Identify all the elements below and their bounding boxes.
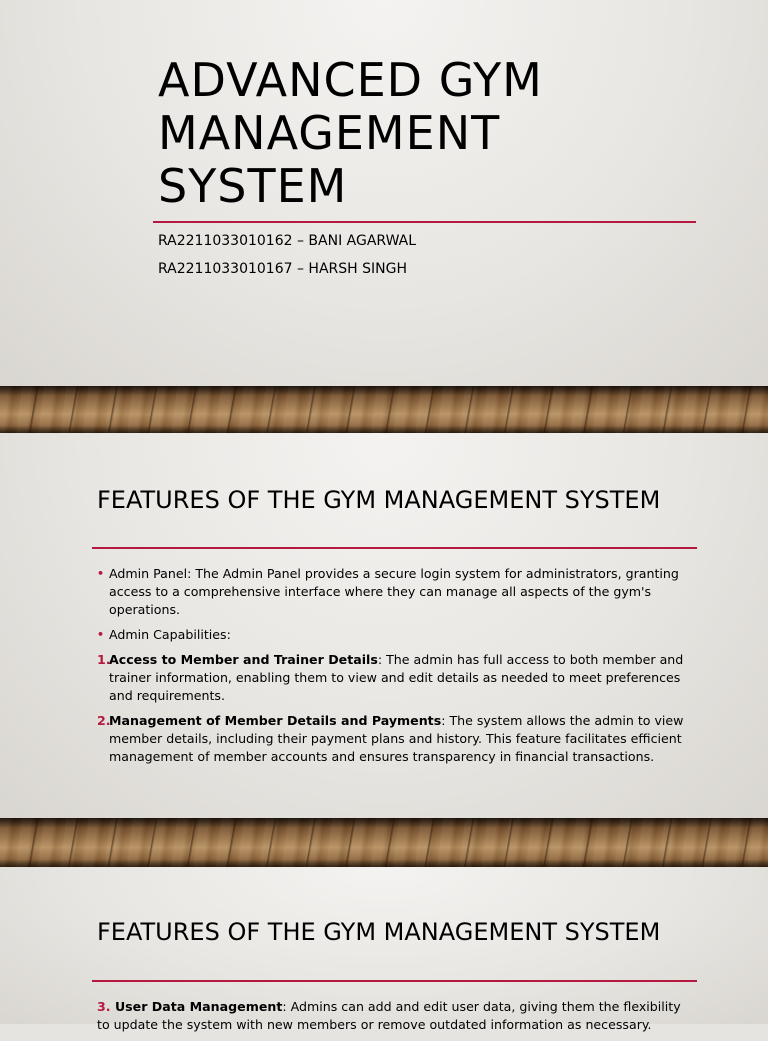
list-item (97, 565, 692, 619)
list-item (97, 651, 692, 705)
item-number: 1. (97, 652, 111, 667)
bullet-text: Admin Capabilities: (109, 627, 231, 642)
presentation-title: ADVANCED GYM MANAGEMENT SYSTEM (158, 53, 543, 213)
item-text: : The admin has full access to both member and trainer information, enabling them to view and edit details as needed to meet preferences and requirements. (109, 652, 684, 703)
wood-floor-divider (0, 818, 768, 867)
bullet-text: Admin Panel: The Admin Panel provides a secure login system for administrators, granting access to a comprehensive interface where they can manage all aspects of the gym's operations. (109, 566, 679, 617)
feature-list (97, 998, 692, 1041)
slide-title: FEATURES OF THE GYM MANAGEMENT SYSTEM (97, 918, 661, 946)
item-number: 3. (97, 999, 115, 1014)
item-text: : Admins can add and edit user data, giving them the flexibility to update the system with new members or remove outdated information as necessary. (97, 999, 681, 1032)
features-slide-1 (0, 433, 768, 818)
slide-title: FEATURES OF THE GYM MANAGEMENT SYSTEM (97, 486, 661, 514)
title-divider (92, 980, 697, 982)
list-item (97, 626, 692, 644)
list-item (97, 998, 692, 1034)
item-heading: Management of Member Details and Payments (109, 713, 442, 728)
item-heading: User Data Management (114, 999, 283, 1014)
author-line: RA2211033010167 – HARSH SINGH (158, 261, 407, 277)
author-line: RA2211033010162 – BANI AGARWAL (158, 233, 417, 249)
item-heading: Access to Member and Trainer Details (109, 652, 378, 667)
bullet-icon: • (97, 567, 105, 580)
features-slide-2 (0, 867, 768, 1032)
bullet-icon: • (97, 628, 105, 641)
wood-floor-divider (0, 386, 768, 433)
item-number: 2. (97, 713, 111, 728)
list-item (97, 712, 692, 766)
feature-list (97, 565, 692, 773)
title-slide (0, 0, 768, 386)
title-divider (92, 547, 697, 549)
item-text: : The system allows the admin to view member details, including their payment plans and history. This feature facilitates efficient management of member accounts and ensures transparency in financial transactions. (109, 713, 684, 764)
title-divider (153, 221, 696, 223)
